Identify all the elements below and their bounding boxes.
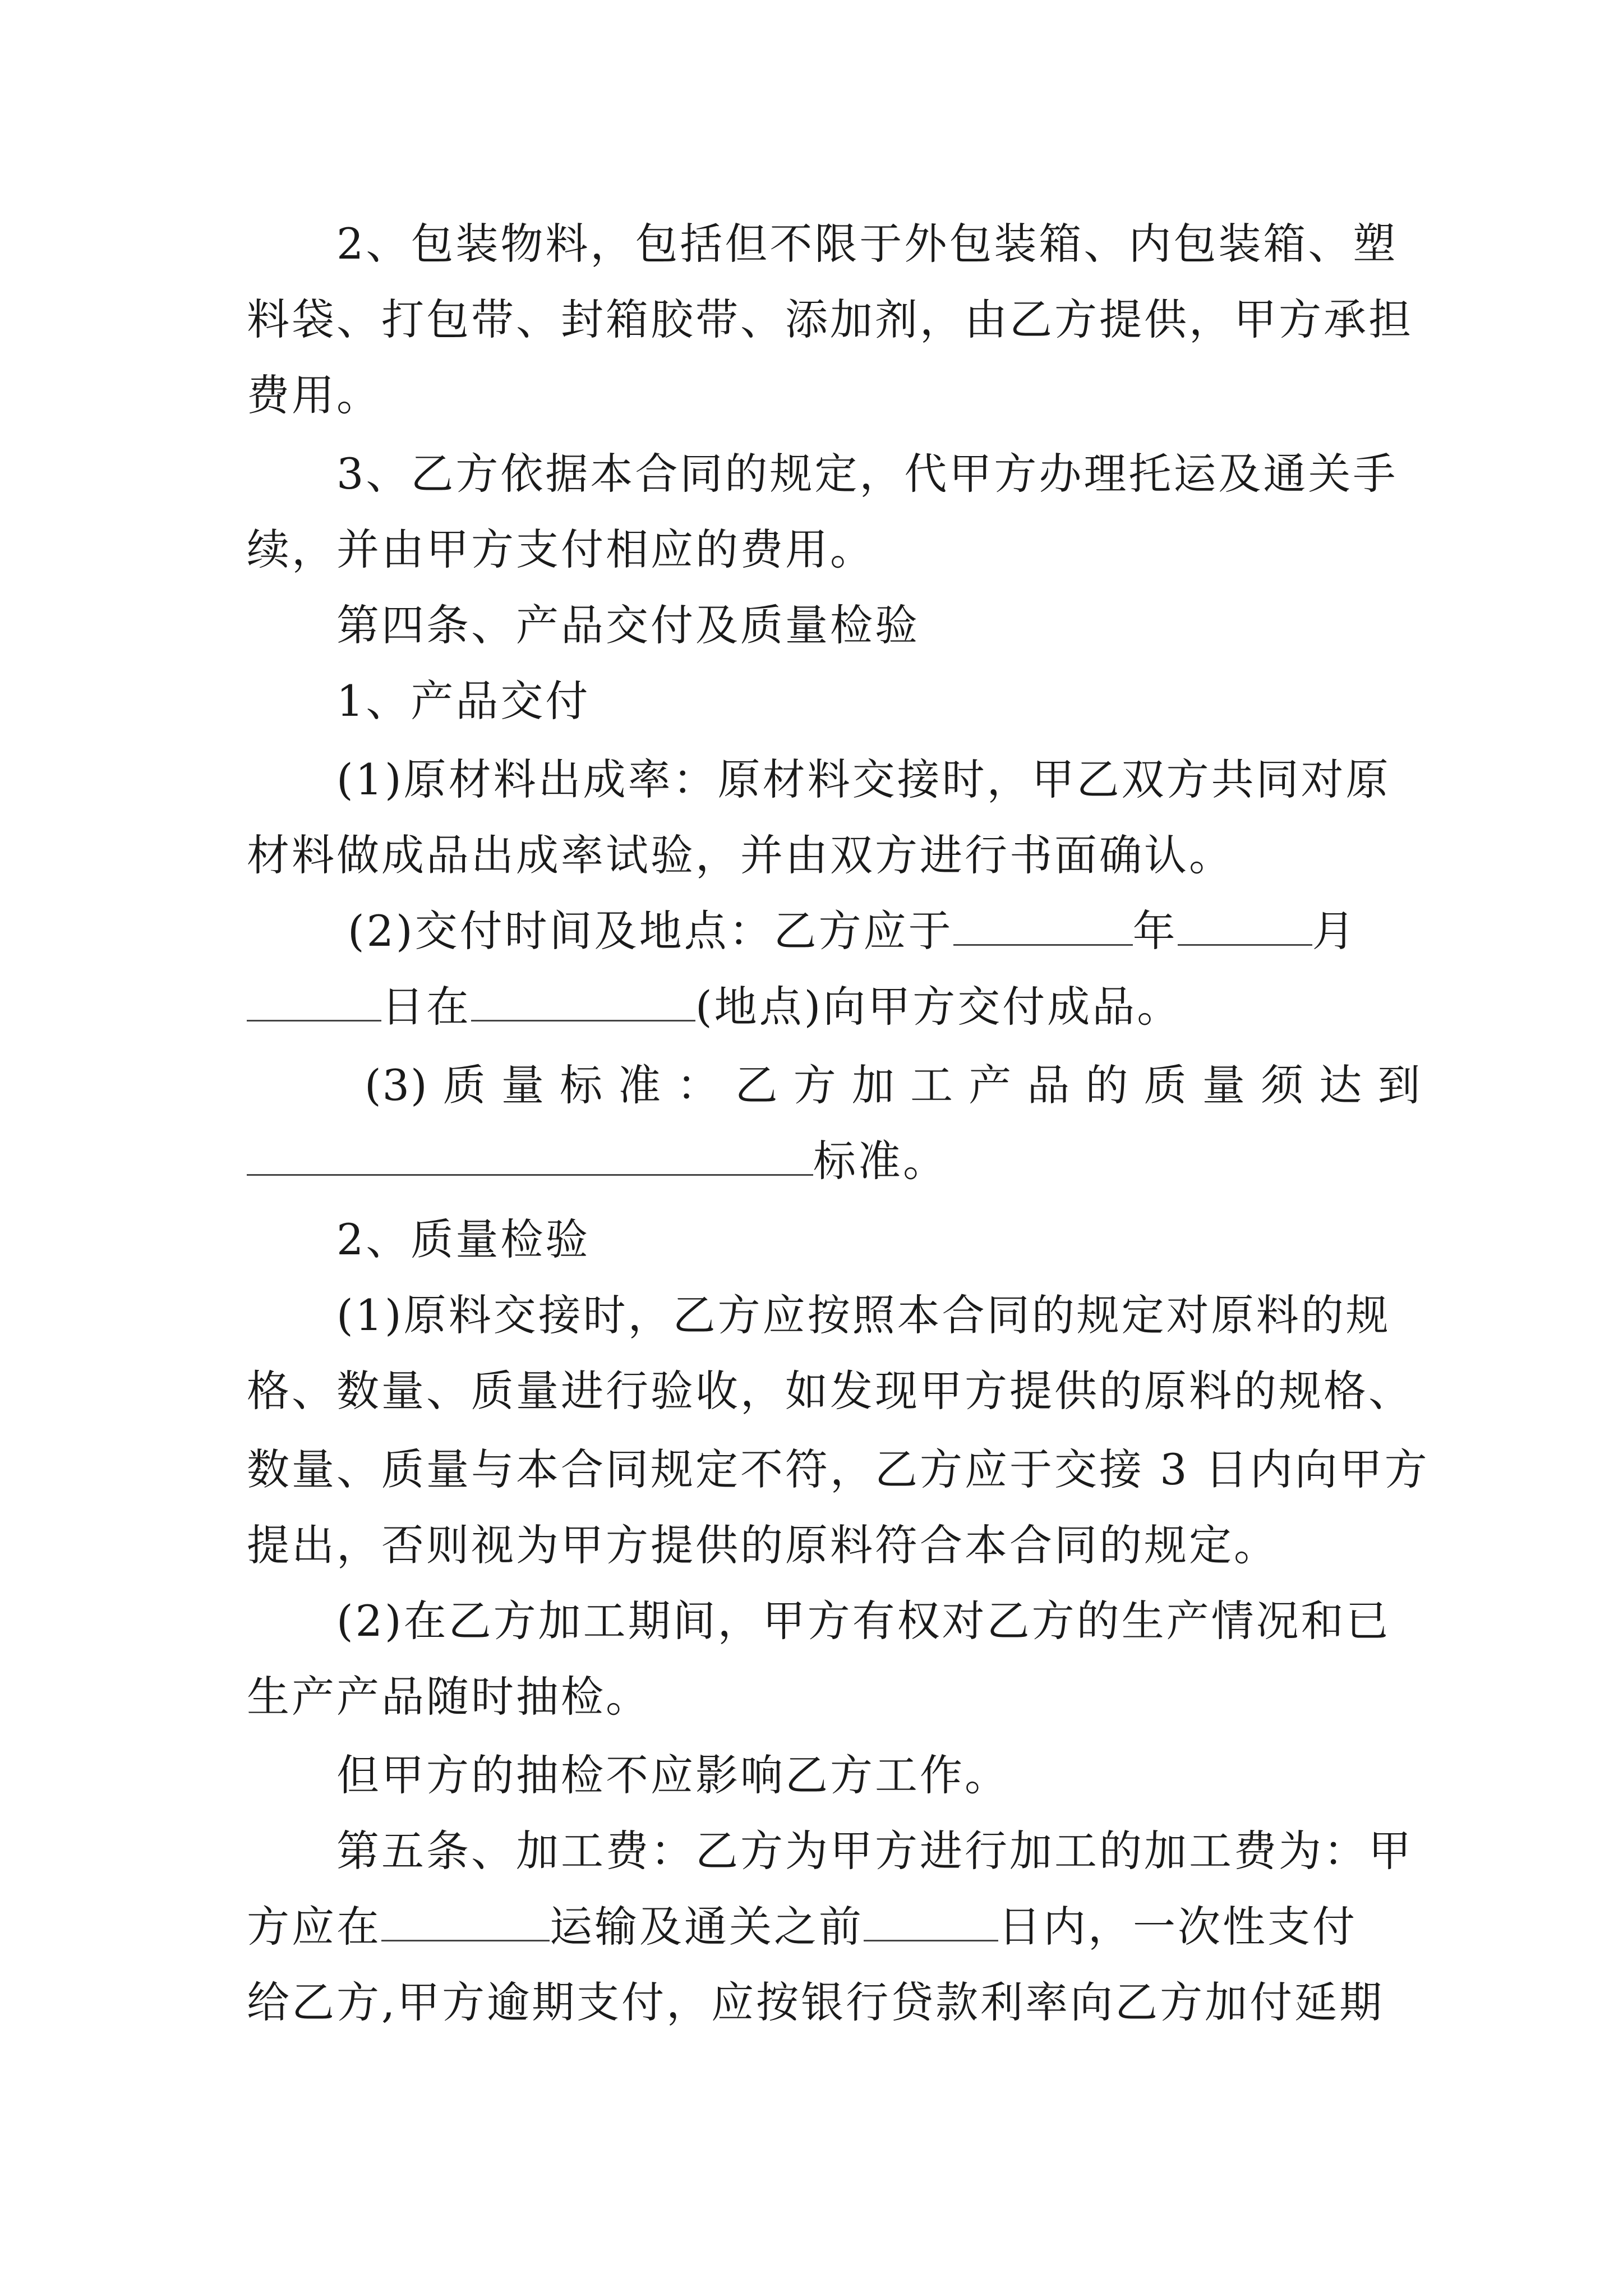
paragraph-text: 方应在 (247, 1902, 381, 1952)
text-line (247, 522, 875, 578)
text-line (348, 903, 1357, 959)
paragraph-text: 格、数量、质量进行验收，如发现甲方提供的原料的规格、 (247, 1366, 1413, 1416)
paragraph-text: (2)交付时间及地点：乙方应于 (348, 906, 953, 956)
text-line (247, 979, 1182, 1035)
text-line (247, 367, 381, 424)
paragraph-text: 运输及通关之前 (550, 1902, 864, 1952)
fill-blank-days (864, 1901, 998, 1941)
text-line (365, 1057, 1421, 1114)
fill-blank-month (1178, 905, 1312, 946)
section-heading (336, 597, 920, 654)
text-line (336, 1823, 1413, 1879)
text-line (336, 216, 1398, 272)
text-line (247, 1363, 1413, 1419)
text-line (247, 1442, 1430, 1498)
paragraph-text: 日在 (381, 982, 471, 1032)
paragraph-text: 生产产品随时抽检。 (247, 1672, 651, 1722)
text-line (247, 1975, 1384, 2031)
heading-text: 1、产品交付 (336, 676, 591, 726)
paragraph-text: 数量、质量与本合同规定不符，乙方应于交接 3 日内向甲方 (247, 1444, 1430, 1494)
paragraph-text: 2、包装物料，包括但不限于外包装箱、内包装箱、塑 (336, 219, 1398, 269)
text-line (247, 292, 1413, 348)
paragraph-text: 月 (1312, 906, 1357, 956)
paragraph-text: 日内，一次性支付 (998, 1902, 1357, 1952)
text-line (247, 827, 1234, 884)
paragraph-text: 费用。 (247, 370, 381, 420)
paragraph-text: 但甲方的抽检不应影响乙方工作。 (336, 1750, 1009, 1800)
text-line (336, 446, 1398, 502)
fill-blank-day (247, 981, 381, 1022)
paragraph-text: (3) 质 量 标 准 ： 乙 方 加 工 产 品 的 质 量 须 达 到 (365, 1060, 1422, 1110)
paragraph-text: (地点)向甲方交付成品。 (695, 982, 1182, 1032)
paragraph-text: (1)原料交接时，乙方应按照本合同的规定对原料的规 (336, 1290, 1391, 1340)
subsection-heading (336, 673, 590, 729)
paragraph-text: 年 (1132, 906, 1178, 956)
subsection-heading (336, 1212, 590, 1268)
text-line (247, 1669, 651, 1725)
paragraph-text: 续，并由甲方支付相应的费用。 (247, 524, 875, 574)
paragraph-text: (2)在乙方加工期间，甲方有权对乙方的生产情况和已 (336, 1596, 1391, 1646)
heading-text: 第四条、产品交付及质量检验 (336, 600, 920, 650)
text-line (336, 752, 1391, 808)
fill-blank-standard (247, 1135, 813, 1176)
text-line (336, 1747, 1009, 1803)
text-line (247, 1133, 948, 1189)
paragraph-text: 材料做成品出成率试验，并由双方进行书面确认。 (247, 830, 1234, 880)
paragraph-text: 标准。 (813, 1136, 948, 1186)
paragraph-text: 给乙方,甲方逾期支付，应按银行贷款利率向乙方加付延期 (247, 1977, 1385, 2027)
text-line (247, 1899, 1357, 1955)
fill-blank-payment-event (381, 1901, 550, 1941)
paragraph-text: 3、乙方依据本合同的规定，代甲方办理托运及通关手 (336, 449, 1398, 499)
fill-blank-location (471, 981, 695, 1022)
paragraph-text: 料袋、打包带、封箱胶带、添加剂，由乙方提供，甲方承担 (247, 295, 1413, 344)
fill-blank-year (953, 905, 1133, 946)
paragraph-text: (1)原材料出成率：原材料交接时，甲乙双方共同对原 (336, 754, 1391, 804)
heading-text: 2、质量检验 (336, 1214, 591, 1264)
text-line (336, 1593, 1391, 1649)
text-line (247, 1517, 1279, 1573)
paragraph-text: 第五条、加工费：乙方为甲方进行加工的加工费为：甲 (336, 1826, 1413, 1876)
paragraph-text: 提出，否则视为甲方提供的原料符合本合同的规定。 (247, 1520, 1279, 1570)
text-line (336, 1287, 1391, 1343)
